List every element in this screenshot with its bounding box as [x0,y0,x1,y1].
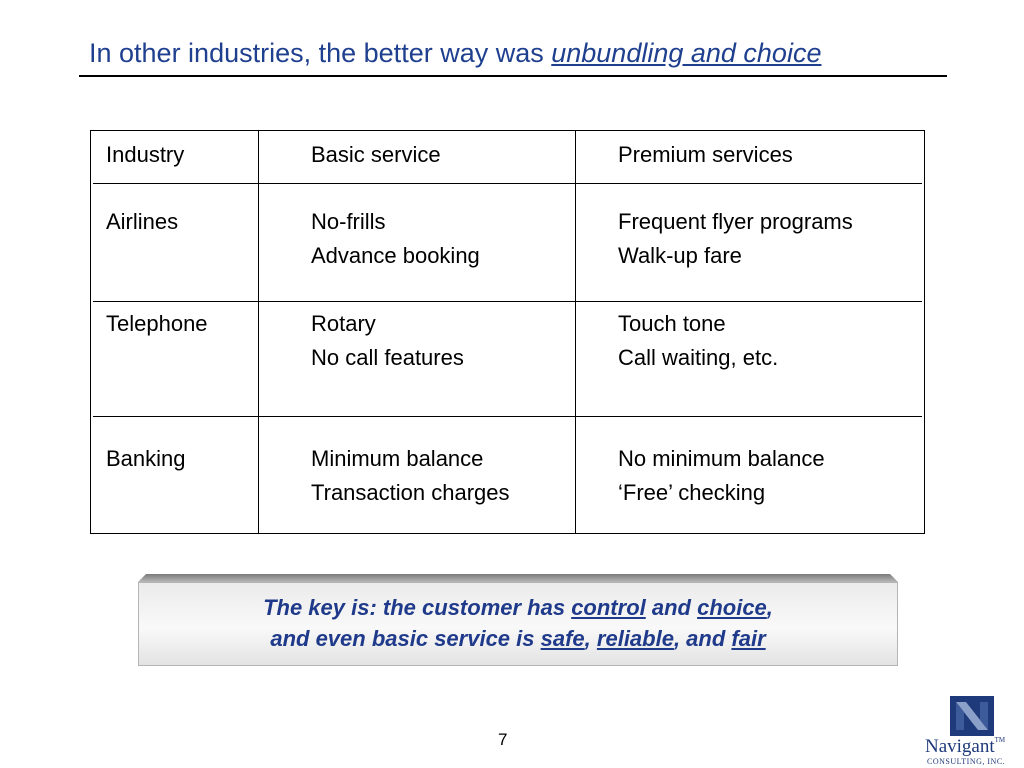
row-divider [93,301,922,302]
row-airlines-basic-2: Advance booking [311,243,480,268]
header-industry: Industry [106,142,185,167]
logo-tagline: CONSULTING, INC. [927,757,1006,766]
logo-wordmark [925,736,1005,758]
callout-text: and [645,595,698,620]
logo-name-text: Navigant [925,736,995,757]
row-telephone-industry: Telephone [106,311,208,336]
callout-text: and even basic service is [270,626,541,651]
row-banking-premium-2: ‘Free’ checking [618,480,766,505]
row-divider [93,183,922,184]
callout-keyword-reliable: reliable [596,626,674,651]
row-banking-basic-2: Transaction charges [311,480,510,505]
row-telephone-premium-1: Touch tone [618,311,726,336]
header-basic-service: Basic service [311,142,441,167]
key-message-callout [138,574,898,666]
callout-keyword-control: control [571,595,646,620]
row-divider [93,416,922,417]
industry-comparison-table [90,130,925,534]
navigant-logo [922,696,1022,768]
callout-text: , [584,626,597,651]
callout-line-1 [138,595,898,621]
callout-bevel [138,574,898,582]
callout-keyword-choice: choice [697,595,767,620]
row-airlines-industry: Airlines [106,209,179,234]
page-number: 7 [498,730,508,749]
callout-text: , and [673,626,732,651]
row-telephone-basic-1: Rotary [311,311,376,336]
column-divider [258,131,259,533]
callout-line-2 [138,626,898,652]
callout-keyword-fair: fair [731,626,766,651]
slide-title [89,38,821,69]
title-text: In other industries, the better way was [89,38,552,68]
callout-text: , [766,595,773,620]
row-airlines-premium-1: Frequent flyer programs [618,209,853,234]
logo-trademark: TM [994,736,1006,744]
callout-text: The key is: the customer has [263,595,572,620]
row-telephone-premium-2: Call waiting, etc. [618,345,779,370]
row-banking-industry: Banking [106,446,186,471]
row-banking-premium-1: No minimum balance [618,446,825,471]
title-underline-rule [79,75,947,77]
header-premium-services: Premium services [618,142,793,167]
row-banking-basic-1: Minimum balance [311,446,484,471]
row-airlines-basic-1: No-frills [311,209,386,234]
column-divider [575,131,576,533]
row-telephone-basic-2: No call features [311,345,464,370]
title-emphasis: unbundling and choice [551,38,822,68]
row-airlines-premium-2: Walk-up fare [618,243,742,268]
navigant-logo-icon [950,696,994,736]
callout-keyword-safe: safe [540,626,585,651]
